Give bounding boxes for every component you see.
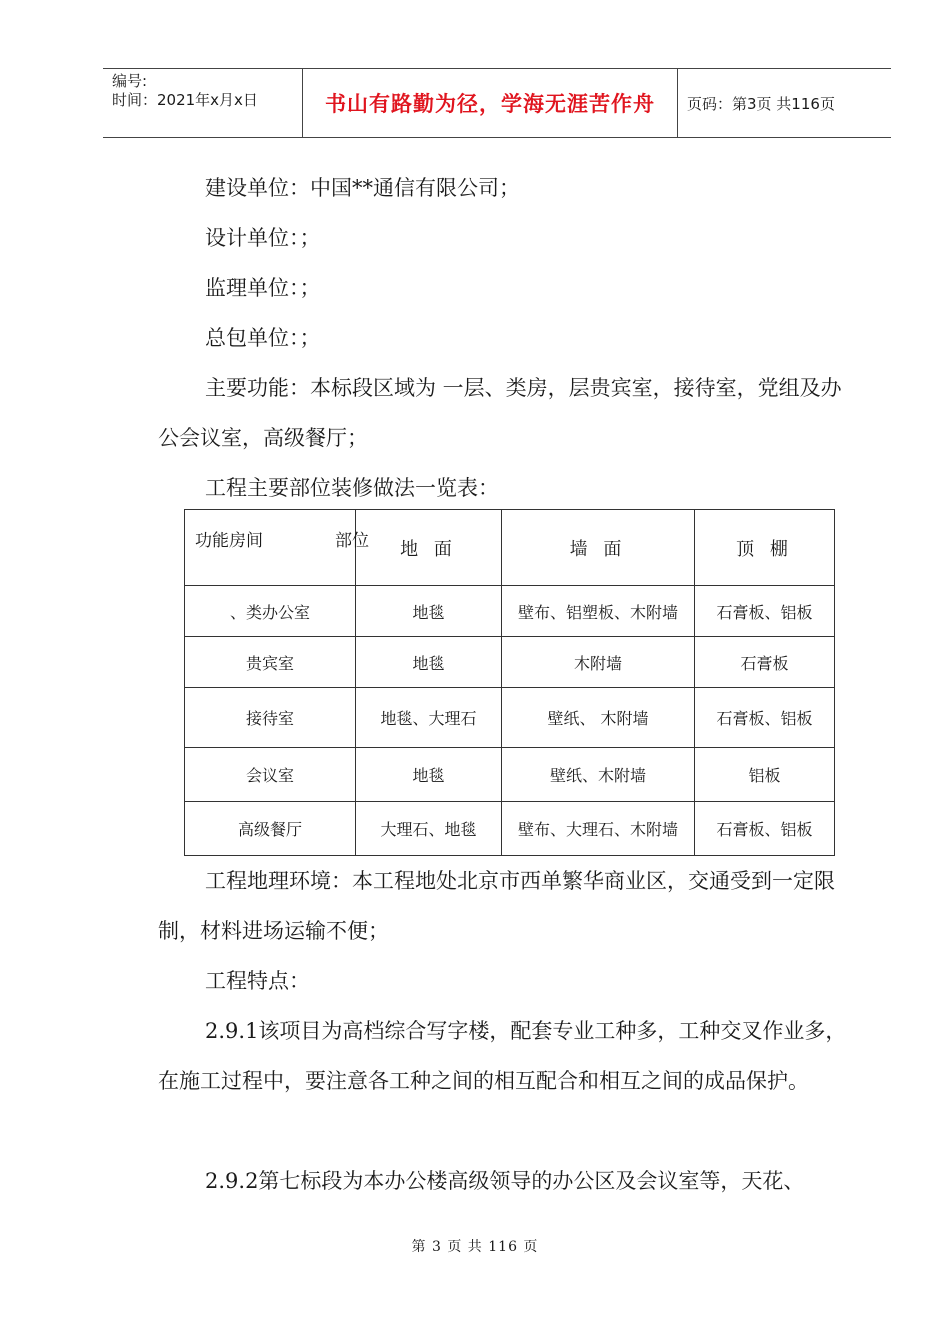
cell-ceiling: 石膏板 <box>695 637 835 688</box>
cell-floor: 地毯 <box>356 637 502 688</box>
page-header <box>103 68 891 138</box>
document-time-label: 时间：2021年x月x日 <box>112 91 258 109</box>
decoration-methods-table <box>184 509 835 856</box>
cell-wall: 壁布、大理石、木附墙 <box>502 802 695 856</box>
table-row <box>185 802 835 856</box>
cell-wall: 壁纸、 木附墙 <box>502 688 695 748</box>
cell-wall: 壁纸、木附墙 <box>502 748 695 802</box>
page-footer: 第 3 页 共 116 页 <box>411 1239 539 1255</box>
paragraph-feature-2-9-2: 2.9.2第七标段为本办公楼高级领导的办公区及会议室等，天花、 <box>205 1169 805 1193</box>
document-number-label: 编号: <box>112 72 148 90</box>
header-meta-cell <box>103 69 303 137</box>
header-part-label: 部位 <box>335 531 369 551</box>
header-floor: 地 面 <box>356 510 502 586</box>
cell-ceiling: 铝板 <box>695 748 835 802</box>
cell-floor: 地毯 <box>356 748 502 802</box>
cell-ceiling: 石膏板、铝板 <box>695 688 835 748</box>
paragraph-construction-unit: 建设单位：中国**通信有限公司； <box>205 176 520 200</box>
paragraph-geographic-environment: 工程地理环境：本工程地处北京市西单繁华商业区，交通受到一定限制，材料进场运输不便； <box>158 869 835 943</box>
paragraph-table-caption: 工程主要部位装修做法一览表： <box>205 476 499 500</box>
header-room-label: 功能房间 <box>195 531 263 551</box>
header-room-part-cell <box>185 510 369 586</box>
header-page-info: 页码：第3页 共116页 <box>687 94 835 113</box>
cell-room: 、类办公室 <box>185 586 356 637</box>
table-row <box>185 748 835 802</box>
paragraph-supervision-unit: 监理单位：； <box>205 276 321 300</box>
paragraph-general-contractor: 总包单位：； <box>205 326 321 350</box>
cell-room: 贵宾室 <box>185 637 356 688</box>
paragraph-features-heading: 工程特点： <box>205 969 310 993</box>
header-motto-cell <box>303 69 678 137</box>
paragraph-design-unit: 设计单位：； <box>205 226 321 250</box>
paragraph-feature-2-9-1: 2.9.1该项目为高档综合写字楼，配套专业工种多，工种交叉作业多，在施工过程中，要注意各工种之间的相互配合和相互之间的成品保护。 <box>158 1019 847 1093</box>
cell-wall: 壁布、铝塑板、木附墙 <box>502 586 695 637</box>
cell-room: 接待室 <box>185 688 356 748</box>
cell-floor: 地毯 <box>356 586 502 637</box>
table-header-row <box>185 510 835 586</box>
header-motto: 书山有路勤为径，学海无涯苦作舟 <box>325 92 655 116</box>
header-wall: 墙 面 <box>502 510 695 586</box>
cell-floor: 大理石、地毯 <box>356 802 502 856</box>
header-ceiling: 顶 棚 <box>695 510 835 586</box>
cell-ceiling: 石膏板、铝板 <box>695 586 835 637</box>
table-row <box>185 637 835 688</box>
cell-ceiling: 石膏板、铝板 <box>695 802 835 856</box>
table-row <box>185 586 835 637</box>
paragraph-main-functions: 主要功能：本标段区域为 一层、类房，层贵宾室，接待室，党组及办公会议室，高级餐厅； <box>158 376 842 450</box>
cell-room: 高级餐厅 <box>185 802 356 856</box>
cell-floor: 地毯、大理石 <box>356 688 502 748</box>
table-row <box>185 688 835 748</box>
cell-room: 会议室 <box>185 748 356 802</box>
cell-wall: 木附墙 <box>502 637 695 688</box>
